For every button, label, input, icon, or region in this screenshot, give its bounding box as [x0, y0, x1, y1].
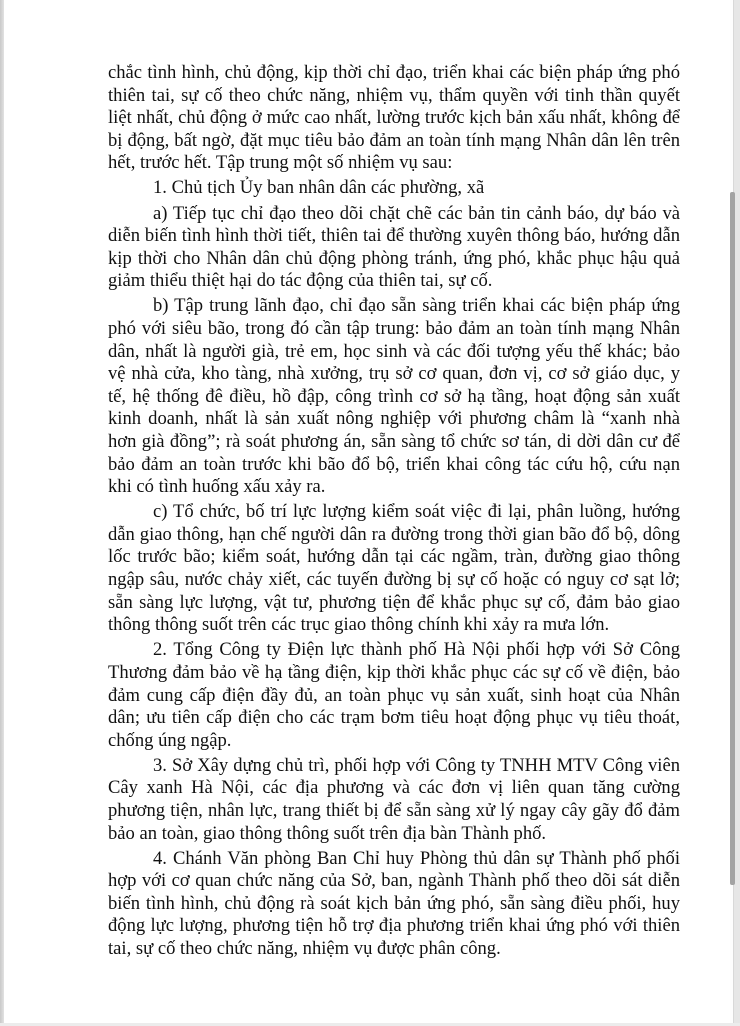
- paragraph-item-1-heading: 1. Chủ tịch Ủy ban nhân dân các phường, xã: [153, 177, 485, 199]
- paragraph-item-4: 4. Chánh Văn phòng Ban Chỉ huy Phòng thủ dân sự Thành phố phối hợp với cơ quan chức năng của Sở, ban, ngành Thành phố theo dõi sát diễn biến tình hình, chủ động rà soát kịch bản ứng phó, sẵn sàng điều phối, huy động lực lượng, phương tiện hỗ trợ địa phương triển khai ứng phó với thiên tai, sự cố theo chức năng, nhiệm vụ được phân công.: [108, 847, 680, 960]
- paragraph-item-2: 2. Tổng Công ty Điện lực thành phố Hà Nội phối hợp với Sở Công Thương đảm bảo về hạ tầng điện, kịp thời khắc phục các sự cố về điện, bảo đảm cung cấp điện đầy đủ, an toàn phục vụ sản xuất, sinh hoạt của Nhân dân; ưu tiên cấp điện cho các trạm bơm tiêu hoạt động phục vụ tiêu thoát, chống úng ngập.: [108, 639, 680, 751]
- vertical-scrollbar-thumb[interactable]: [730, 192, 735, 885]
- document-page: [4, 0, 730, 1023]
- paragraph-item-3: 3. Sở Xây dựng chủ trì, phối hợp với Công ty TNHH MTV Công viên Cây xanh Hà Nội, các địa phương và các đơn vị liên quan tăng cường phương tiện, nhân lực, trang thiết bị để sẵn sàng xử lý ngay cây gãy đổ đảm bảo an toàn, giao thông thông suốt trên địa bàn Thành phố.: [108, 754, 680, 844]
- paragraph-item-1c: c) Tổ chức, bố trí lực lượng kiểm soát việc đi lại, phân luồng, hướng dẫn giao thông, hạn chế người dân ra đường trong thời gian bão đổ bộ, dông lốc trước bão; kiểm soát, hướng dẫn tại các ngầm, tràn, đường giao thông ngập sâu, nước chảy xiết, các tuyến đường bị sự cố hoặc có nguy cơ sạt lở; sẵn sàng lực lượng, vật tư, phương tiện để khắc phục sự cố, đảm bảo giao thông thông suốt trên các trục giao thông chính khi xảy ra mưa lớn.: [108, 501, 680, 636]
- paragraph-item-1b: b) Tập trung lãnh đạo, chỉ đạo sẵn sàng triển khai các biện pháp ứng phó với siêu bão, trong đó cần tập trung: bảo đảm an toàn tính mạng Nhân dân, nhất là người già, trẻ em, học sinh và các đối tượng yếu thế khác; bảo vệ nhà cửa, kho tàng, nhà xưởng, trụ sở cơ quan, đơn vị, cơ sở giáo dục, y tế, hệ thống đê điều, hồ đập, công trình cơ sở hạ tầng, hoạt động sản xuất kinh doanh, nhất là sản xuất nông nghiệp với phương châm là “xanh nhà hơn già đồng”; rà soát phương án, sẵn sàng tổ chức sơ tán, di dời dân cư để bảo đảm an toàn trước khi bão đổ bộ, triển khai công tác cứu hộ, cứu nạn khi có tình huống xấu xảy ra.: [108, 295, 680, 498]
- paragraph-intro: chắc tình hình, chủ động, kịp thời chỉ đạo, triển khai các biện pháp ứng phó thiên tai, sự cố theo chức năng, nhiệm vụ, thẩm quyền với tinh thần quyết liệt nhất, chủ động ở mức cao nhất, lường trước kịch bản xấu nhất, không để bị động, bất ngờ, đặt mục tiêu bảo đảm an toàn tính mạng Nhân dân lên trên hết, trước hết. Tập trung một số nhiệm vụ sau:: [108, 62, 680, 174]
- paragraph-item-1a: a) Tiếp tục chỉ đạo theo dõi chặt chẽ các bản tin cảnh báo, dự báo và diễn biến tình hình thời tiết, thiên tai để thường xuyên thông báo, hướng dẫn kịp thời cho Nhân dân chủ động phòng tránh, ứng phó, khắc phục hậu quả giảm thiểu thiệt hại do tác động của thiên tai, sự cố.: [108, 202, 680, 292]
- document-body: [108, 62, 680, 963]
